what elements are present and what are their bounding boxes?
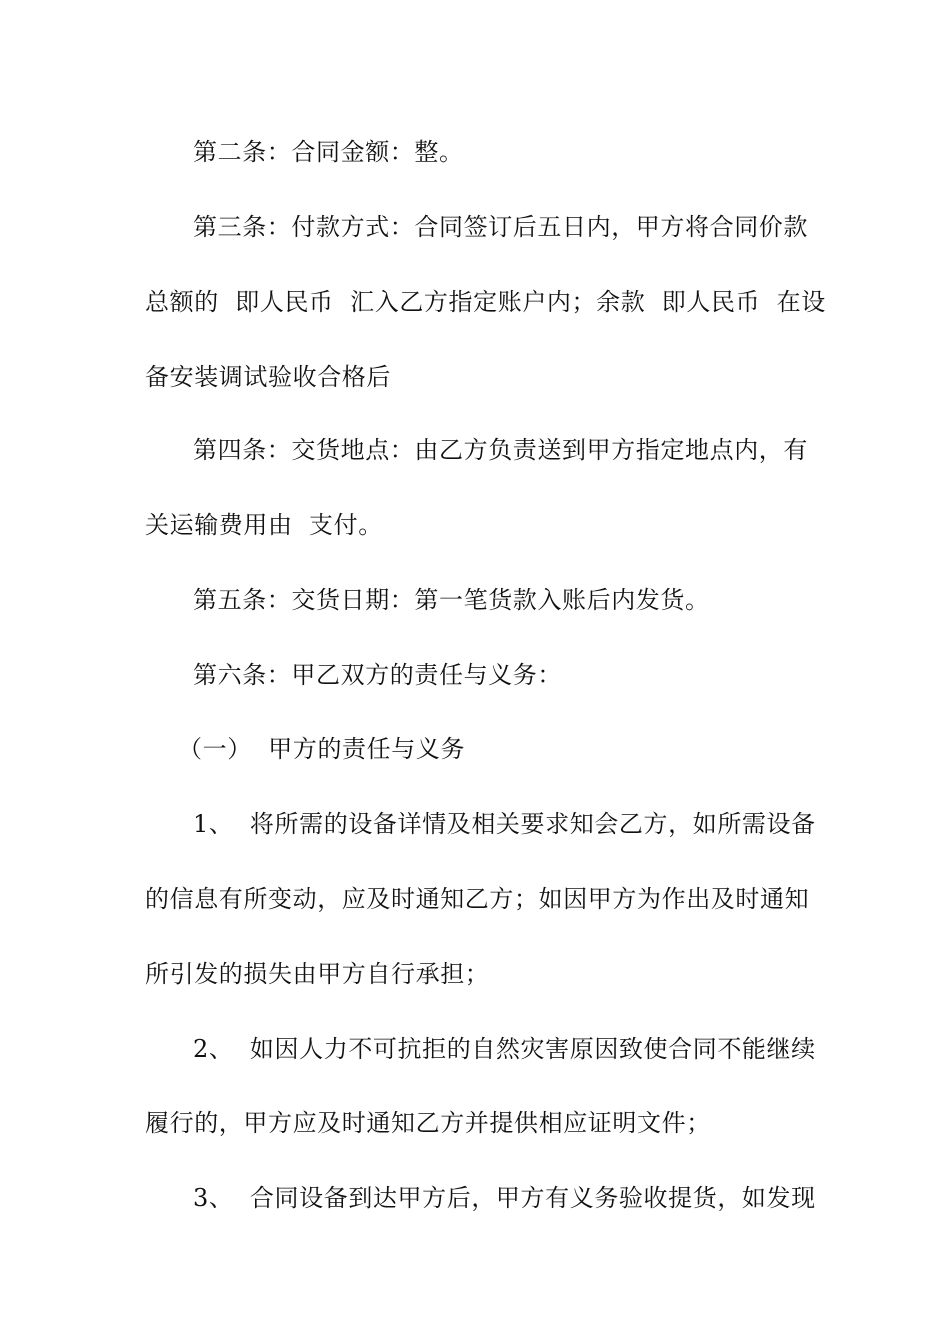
clause-5-line: 第五条：交货日期：第一笔货款入账后内发货。 xyxy=(193,586,710,614)
item-2-line-1: 2、 如因人力不可抗拒的自然灾害原因致使合同不能继续 xyxy=(193,1035,816,1063)
item-3-line-1: 3、 合同设备到达甲方后，甲方有义务验收提货，如发现 xyxy=(193,1184,816,1212)
clause-4-line-2: 关运输费用由 支付。 xyxy=(145,511,383,539)
item-2-line-2: 履行的，甲方应及时通知乙方并提供相应证明文件； xyxy=(145,1109,711,1137)
item-1-line-1: 1、 将所需的设备详情及相关要求知会乙方，如所需设备 xyxy=(193,810,816,838)
clause-3-line-1: 第三条：付款方式：合同签订后五日内，甲方将合同价款 xyxy=(193,213,808,241)
clause-2-line: 第二条：合同金额：整。 xyxy=(193,138,464,166)
clause-3-line-2: 总额的 即人民币 汇入乙方指定账户内；余款 即人民币 在设 xyxy=(145,288,826,316)
clause-6-line: 第六条：甲乙双方的责任与义务： xyxy=(193,661,562,689)
item-1-line-2: 的信息有所变动，应及时通知乙方；如因甲方为作出及时通知 xyxy=(145,885,810,913)
section-party-a-heading: （一） 甲方的责任与义务 xyxy=(178,735,466,763)
clause-4-line-1: 第四条：交货地点：由乙方负责送到甲方指定地点内，有 xyxy=(193,436,808,464)
item-1-line-3: 所引发的损失由甲方自行承担； xyxy=(145,960,490,988)
clause-3-line-3: 备安装调试验收合格后 xyxy=(145,363,391,391)
